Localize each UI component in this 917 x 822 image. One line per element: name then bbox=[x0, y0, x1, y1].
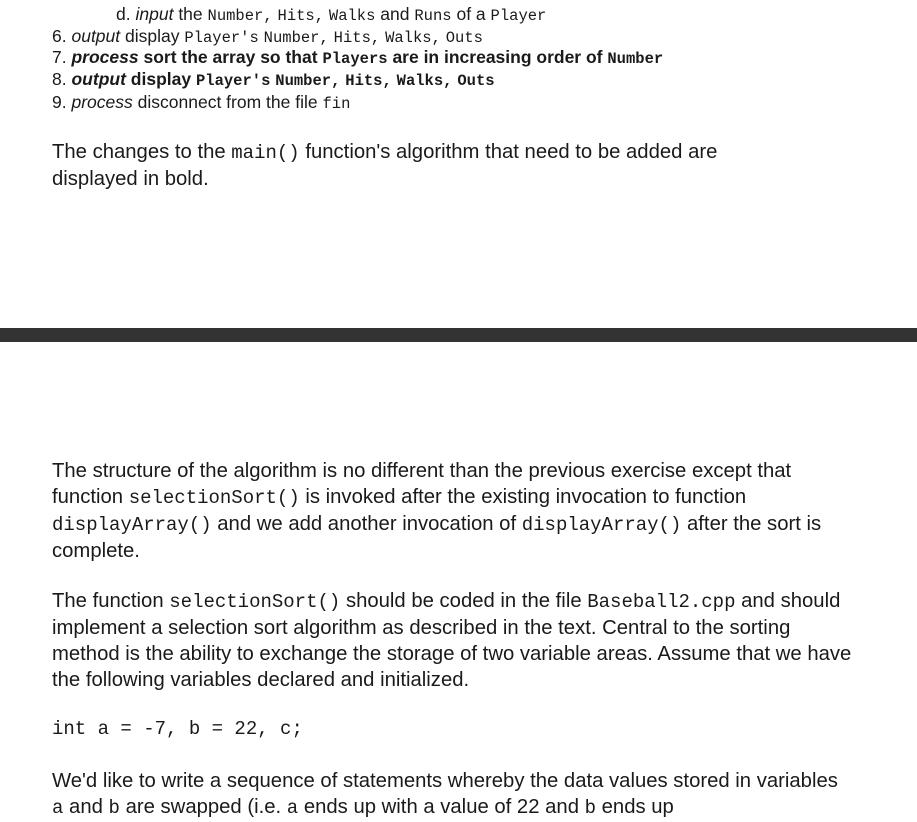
text-run: and should implement a selection sort algorithm as described in the text. Central to the sorting method is the ability to exchange the storage of two variable areas. Assume that we have the following variables declared and initialized. bbox=[52, 590, 852, 691]
step-verb: process bbox=[71, 92, 133, 112]
code-term: Number, bbox=[275, 72, 341, 90]
page-divider bbox=[0, 328, 917, 342]
step-marker: 6. bbox=[52, 26, 67, 46]
step-text: the bbox=[178, 4, 203, 24]
code-term: Number, bbox=[263, 29, 329, 47]
text-run: after the sort is complete. bbox=[52, 513, 822, 562]
code-term: Walks, bbox=[385, 29, 441, 47]
code-term: Outs bbox=[445, 29, 483, 47]
text-run: We'd like to write a sequence of statements whereby the data values stored in variables bbox=[52, 770, 838, 792]
step-text: of a bbox=[456, 4, 486, 24]
step-verb: output bbox=[71, 26, 121, 46]
text-run: are swapped (i.e. bbox=[125, 796, 282, 818]
code-term: Hits, bbox=[333, 29, 381, 47]
code-term: Baseball2.cpp bbox=[587, 591, 736, 613]
code-term: Player's bbox=[184, 29, 259, 47]
step-d bbox=[116, 4, 546, 26]
step-text: sort the array so that bbox=[143, 47, 318, 67]
text-run: ends up with a value of 22 and bbox=[303, 796, 579, 818]
code-term: Walks, bbox=[396, 72, 453, 90]
paragraph-structure bbox=[52, 458, 842, 564]
code-term: b bbox=[584, 797, 597, 819]
code-term: Hits, bbox=[277, 7, 325, 25]
step-text: are in increasing order of bbox=[392, 47, 603, 67]
text-run: and we add another invocation of bbox=[217, 513, 517, 535]
code-term: Number bbox=[607, 50, 664, 68]
step-marker: d. bbox=[116, 4, 131, 24]
code-term: Player bbox=[490, 7, 547, 25]
text-run: function's algorithm that need to be added are displayed in bold. bbox=[52, 141, 718, 190]
code-term: Hits, bbox=[345, 72, 392, 90]
code-term: displayArray() bbox=[52, 514, 212, 536]
code-term: fin bbox=[322, 95, 351, 113]
step-7 bbox=[52, 47, 663, 69]
text-run: The function bbox=[52, 590, 164, 612]
step-6 bbox=[52, 26, 483, 48]
code-term: Player's bbox=[195, 72, 271, 90]
step-verb: output bbox=[71, 69, 126, 89]
code-term: b bbox=[108, 797, 120, 819]
text-run: The changes to the bbox=[52, 141, 226, 163]
code-term: main() bbox=[231, 142, 300, 164]
step-text: and bbox=[380, 4, 410, 24]
code-term: displayArray() bbox=[521, 514, 682, 536]
code-term: a bbox=[52, 797, 64, 819]
code-term: Outs bbox=[457, 72, 495, 90]
code-term: Number, bbox=[207, 7, 273, 25]
code-term: Walks bbox=[328, 7, 376, 25]
step-marker: 8. bbox=[52, 69, 67, 89]
step-text: display bbox=[130, 69, 192, 89]
step-text: disconnect from the file bbox=[137, 92, 318, 112]
step-marker: 9. bbox=[52, 92, 67, 112]
code-term: selectionSort() bbox=[169, 591, 341, 613]
code-sample: int a = -7, b = 22, c; bbox=[52, 718, 303, 740]
code-term: Runs bbox=[414, 7, 452, 25]
text-run: is invoked after the existing invocation to function bbox=[305, 486, 747, 508]
step-text: display bbox=[125, 26, 180, 46]
paragraph-changes-note bbox=[52, 139, 792, 192]
code-term: Players bbox=[322, 50, 388, 68]
step-9 bbox=[52, 92, 350, 114]
text-run: ends up bbox=[601, 796, 674, 818]
code-term: selectionSort() bbox=[128, 487, 300, 509]
code-term: a bbox=[286, 797, 299, 819]
paragraph-selection-sort bbox=[52, 588, 852, 693]
step-verb: process bbox=[71, 47, 139, 67]
step-verb: input bbox=[135, 4, 174, 24]
text-run: The structure of the algorithm is no different than the previous exercise except that function bbox=[52, 460, 792, 508]
step-marker: 7. bbox=[52, 47, 67, 67]
text-run: should be coded in the file bbox=[345, 590, 582, 612]
step-8 bbox=[52, 69, 495, 91]
paragraph-swap bbox=[52, 768, 852, 821]
text-run: and bbox=[69, 796, 103, 818]
